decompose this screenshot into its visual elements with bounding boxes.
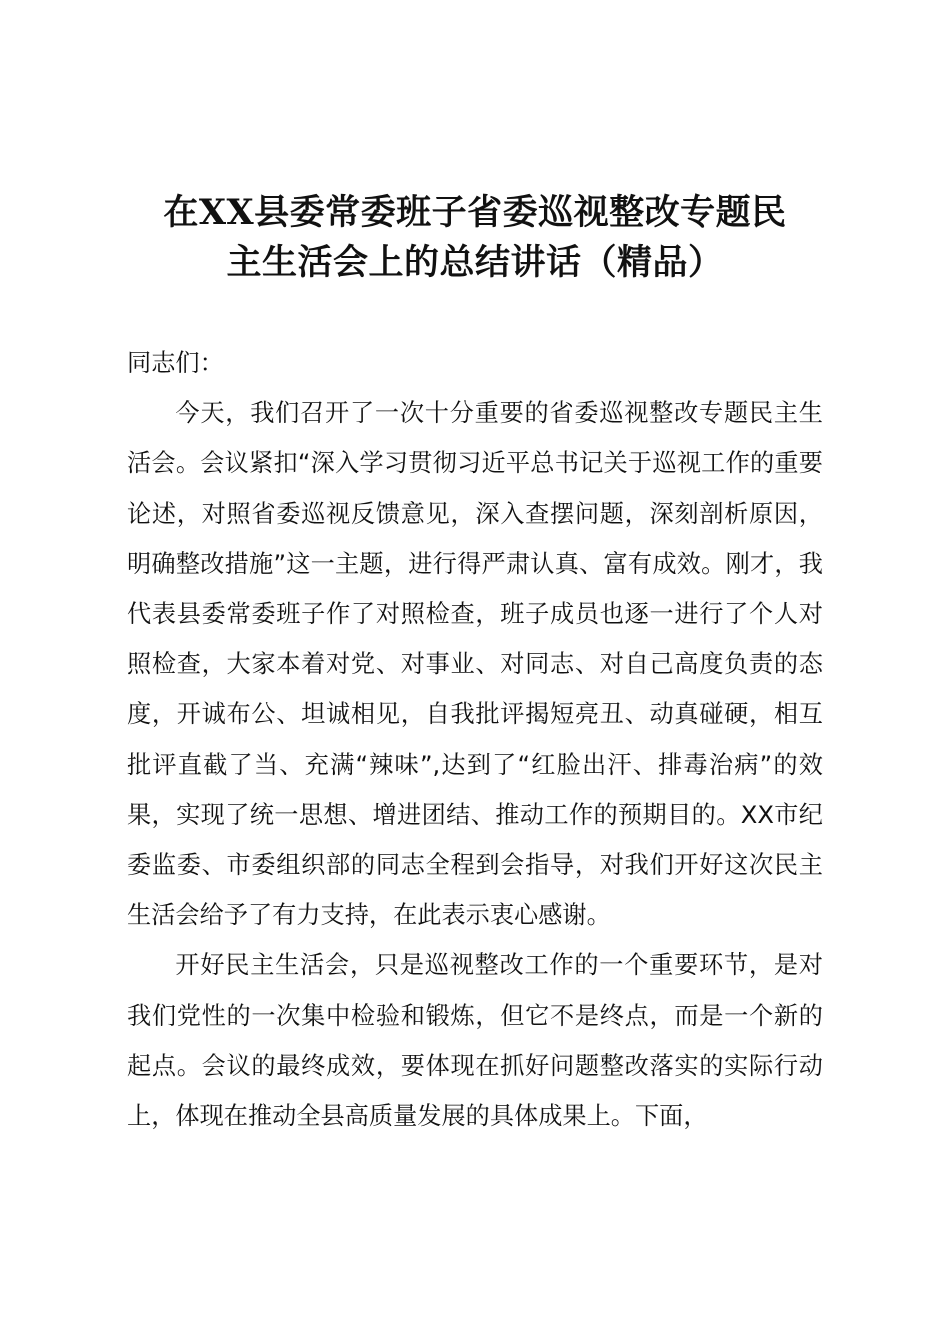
title-line-1: 在XX县委常委班子省委巡视整改专题民 bbox=[163, 192, 787, 233]
title-line-2: 主生活会上的总结讲话（精品） bbox=[226, 242, 724, 283]
salutation: 同志们： bbox=[127, 349, 224, 377]
document-title bbox=[110, 188, 840, 288]
paragraph-1: 今天，我们召开了一次十分重要的省委巡视整改专题民主生活会。会议紧扣“深入学习贯彻习近平总书记关于巡视工作的重要论述，对照省委巡视反馈意见，深入查摆问题，深刻剖析原因，明确整改措施”这一主题，进行得严肃认真、富有成效。刚才，我代表县委常委班子作了对照检查，班子成员也逐一进行了个人对照检查，大家本着对党、对事业、对同志、对自己高度负责的态度，开诚布公、坦诚相见，自我批评揭短亮丑、动真碰硬，相互批评直截了当、充满“辣味”,达到了“红脸出汗、排毒治病”的效果，实现了统一思想、增进团结、推动工作的预期目的。XX市纪委监委、市委组织部的同志全程到会指导，对我们开好这次民主生活会给予了有力支持，在此表示衷心感谢。 bbox=[127, 399, 823, 930]
paragraph-2: 开好民主生活会，只是巡视整改工作的一个重要环节，是对我们党性的一次集中检验和锻炼，但它不是终点，而是一个新的起点。会议的最终成效，要体现在抓好问题整改落实的实际行动上，体现在推动全县高质量发展的具体成果上。下面， bbox=[127, 951, 823, 1131]
document-body bbox=[127, 338, 823, 1141]
